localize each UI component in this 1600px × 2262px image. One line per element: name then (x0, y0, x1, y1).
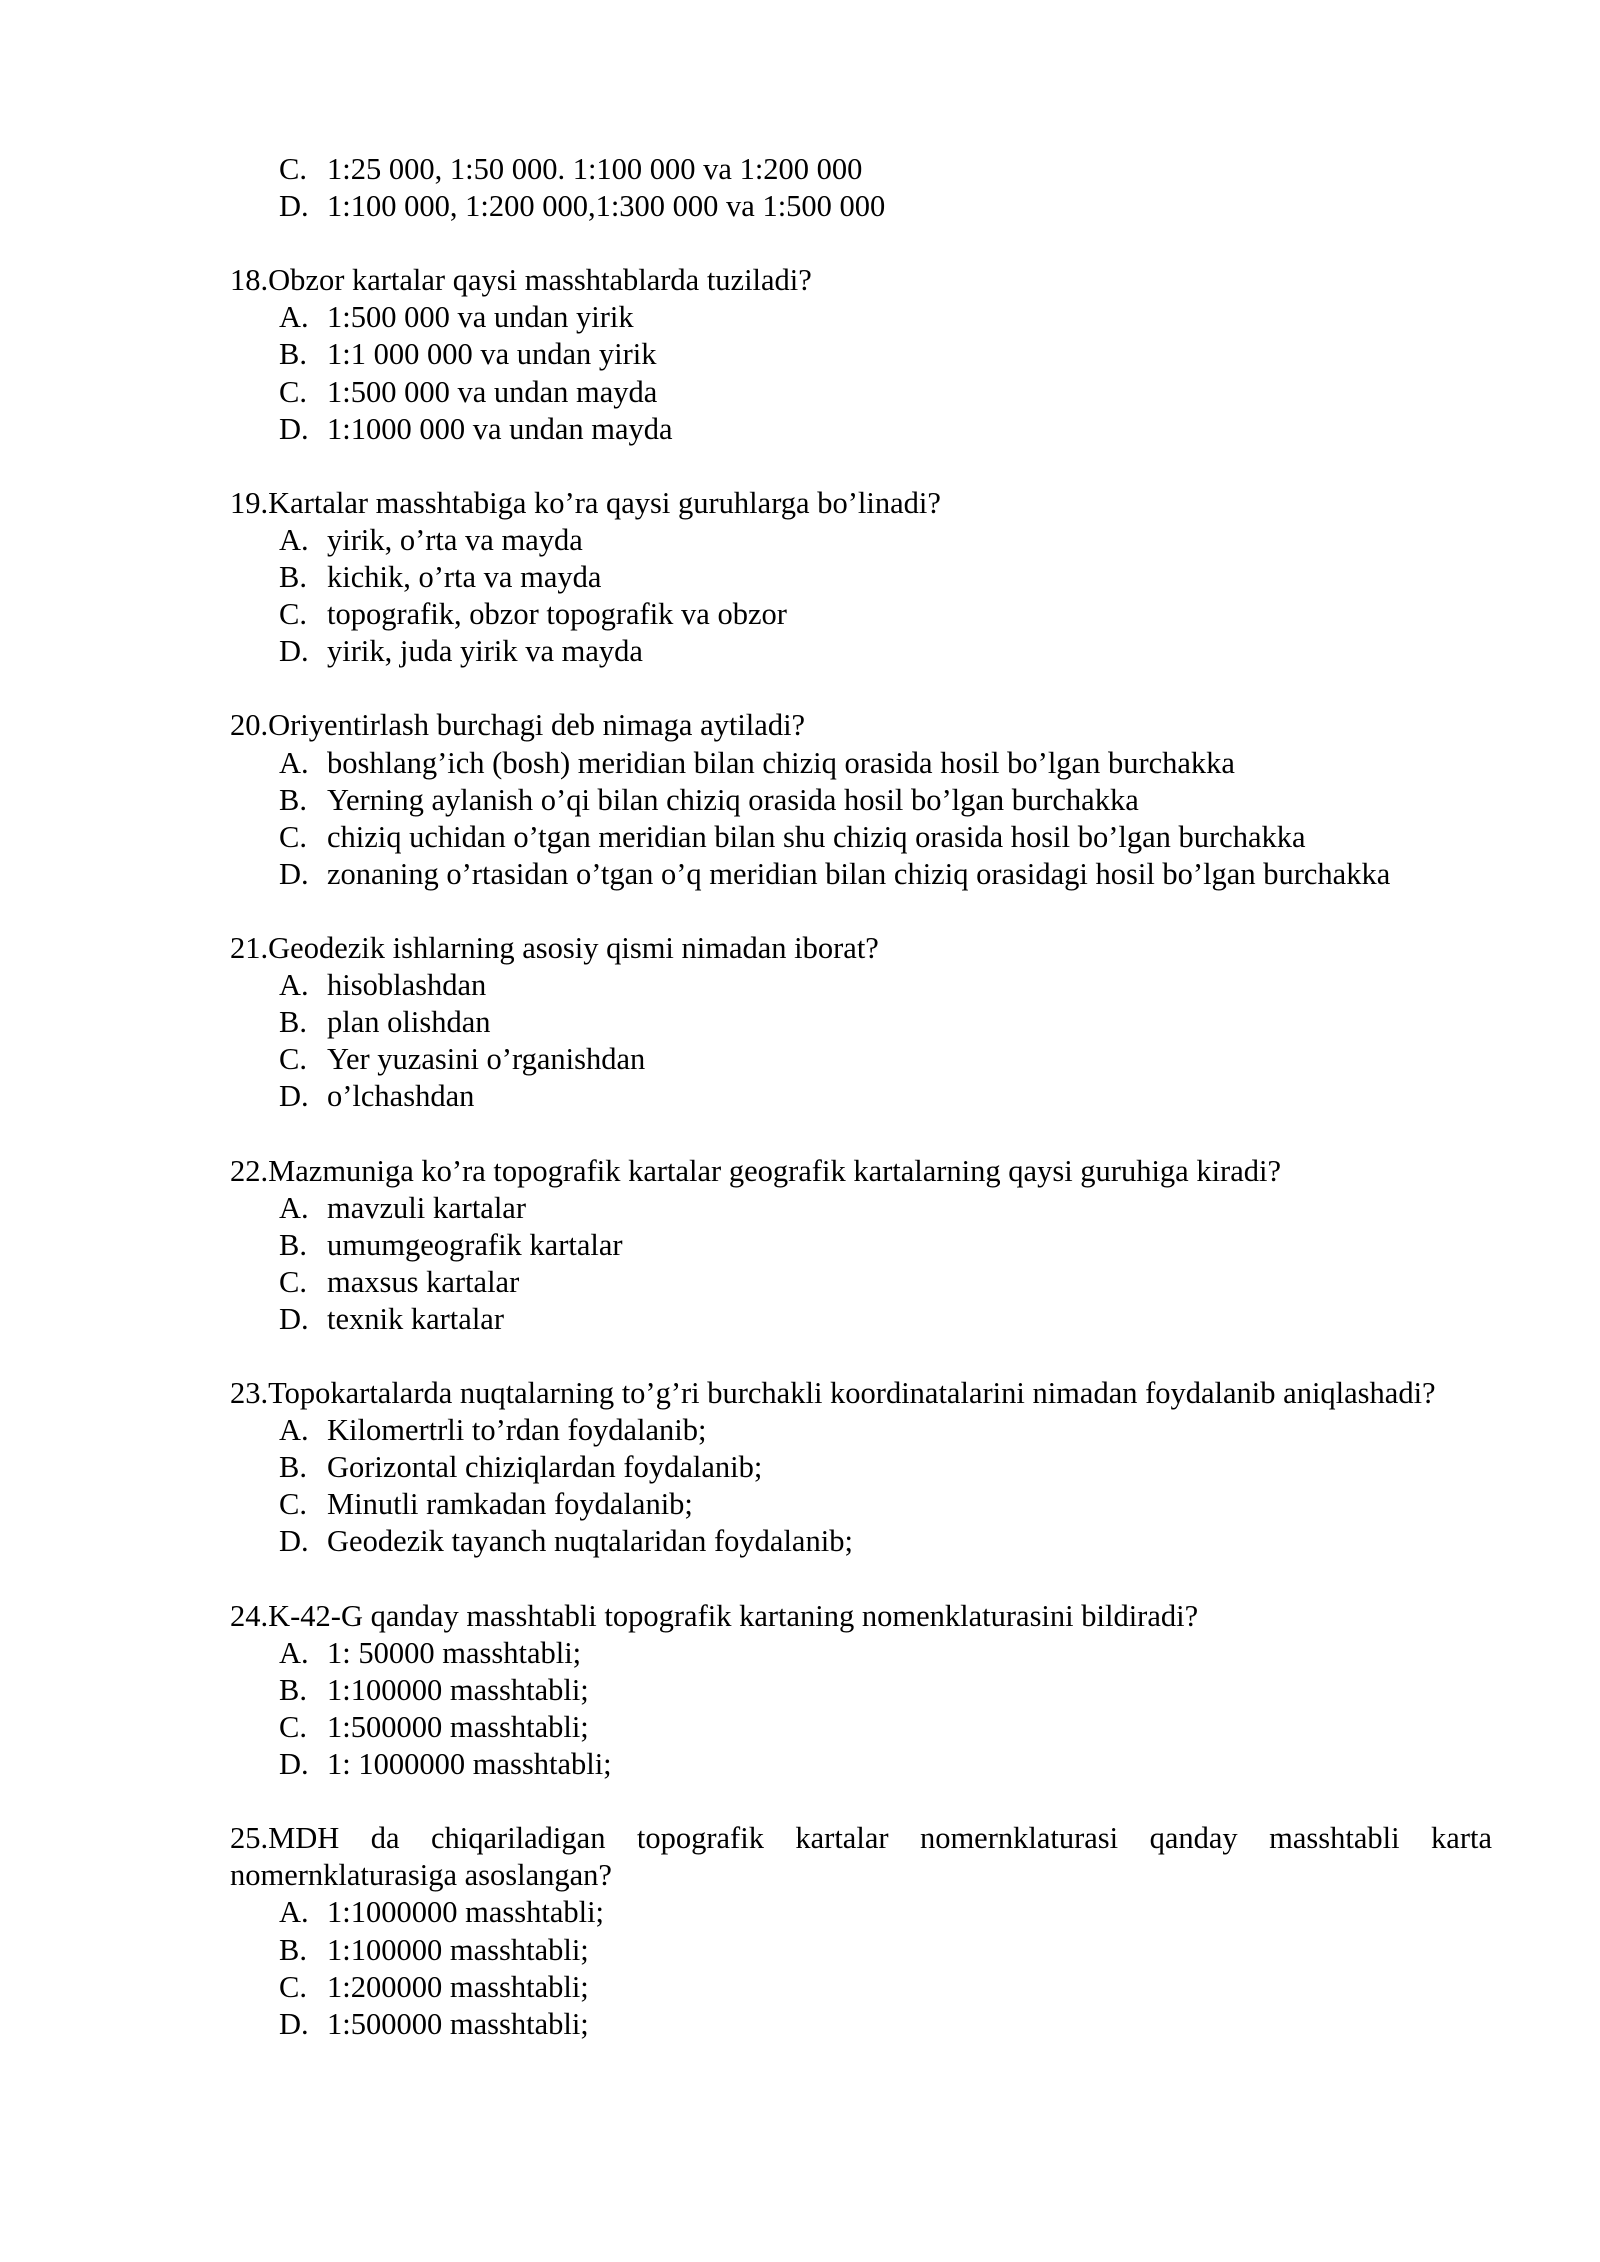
option-text: mavzuli kartalar (327, 1190, 526, 1225)
option-letter: C. (279, 1487, 307, 1522)
option-letter: A. (279, 745, 309, 780)
answer-option (230, 1004, 1492, 1041)
option-letter: B. (279, 337, 307, 372)
option-text: Yerning aylanish o’qi bilan chiziq orasida hosil bo’lgan burchakka (327, 782, 1139, 817)
option-letter: B. (279, 1227, 307, 1262)
option-text: 1:1000 000 va undan mayda (327, 411, 673, 446)
option-letter: C. (279, 152, 307, 186)
answer-option (230, 782, 1492, 819)
answer-option (230, 1486, 1492, 1523)
option-letter: A. (279, 300, 309, 335)
option-text: 1: 1000000 masshtabli; (327, 1747, 612, 1782)
answer-option (230, 1264, 1492, 1301)
option-list (230, 299, 1492, 447)
answer-option (230, 1523, 1492, 1560)
answer-option (230, 967, 1492, 1004)
question-block (230, 262, 1492, 447)
answer-option (230, 1932, 1492, 1969)
question-block (230, 485, 1492, 670)
option-letter: B. (279, 560, 307, 595)
answer-option (230, 559, 1492, 596)
answer-option (230, 522, 1492, 559)
answer-option (230, 374, 1492, 411)
question-block (230, 930, 1492, 1115)
option-text: 1:500 000 va undan yirik (327, 300, 634, 335)
question-block (230, 1153, 1492, 1338)
option-letter: D. (279, 411, 309, 446)
document-page (230, 151, 1492, 2043)
question-block (230, 1598, 1492, 1783)
answer-option (230, 336, 1492, 373)
option-text: Gorizontal chiziqlardan foydalanib; (327, 1450, 763, 1485)
answer-option (230, 1041, 1492, 1078)
question-text: 18.Obzor kartalar qaysi masshtablarda tuziladi? (230, 263, 812, 298)
option-letter: D. (279, 634, 309, 669)
option-text: yirik, o’rta va mayda (327, 522, 583, 557)
option-text: hisoblashdan (327, 968, 487, 1003)
question-text: 25.MDH da chiqariladigan topografik kartalar nomernklaturasi qanday masshtabli karta nomernklaturasiga asoslangan? (230, 1821, 1492, 1893)
option-list (230, 1190, 1492, 1338)
question-text: 24.K-42-G qanday masshtabli topografik kartaning nomenklaturasini bildiradi? (230, 1598, 1199, 1633)
option-list (230, 745, 1492, 893)
option-letter: D. (279, 1524, 309, 1559)
option-text: 1:100000 masshtabli; (327, 1932, 589, 1967)
option-letter: B. (279, 1672, 307, 1707)
option-text: boshlang’ich (bosh) meridian bilan chiziq orasida hosil bo’lgan burchakka (327, 745, 1235, 780)
answer-option (230, 819, 1492, 856)
option-list (230, 967, 1492, 1115)
question-text: 21.Geodezik ishlarning asosiy qismi nimadan iborat? (230, 930, 879, 965)
option-text: 1:100 000, 1:200 000,1:300 000 va 1:500 000 (327, 189, 886, 224)
option-letter: A. (279, 1635, 309, 1670)
option-letter: D. (279, 856, 309, 891)
option-letter: B. (279, 1932, 307, 1967)
option-text: 1:1 000 000 va undan yirik (327, 337, 657, 372)
option-letter: D. (279, 1079, 309, 1114)
answer-option (230, 151, 1492, 188)
option-text: 1:25 000, 1:50 000. 1:100 000 va 1:200 000 (327, 152, 863, 186)
option-letter: C. (279, 1969, 307, 2004)
answer-option (230, 1227, 1492, 1264)
option-text: chiziq uchidan o’tgan meridian bilan shu chiziq orasida hosil bo’lgan burchakka (327, 819, 1306, 854)
option-text: umumgeografik kartalar (327, 1227, 623, 1262)
answer-option (230, 856, 1492, 893)
question-block (230, 707, 1492, 892)
answer-option (230, 1894, 1492, 1931)
option-text: 1:100000 masshtabli; (327, 1672, 589, 1707)
option-letter: B. (279, 782, 307, 817)
option-text: 1:500 000 va undan mayda (327, 374, 658, 409)
option-text: 1:500000 masshtabli; (327, 1709, 589, 1744)
option-text: Geodezik tayanch nuqtalaridan foydalanib; (327, 1524, 853, 1559)
answer-option (230, 1709, 1492, 1746)
option-letter: A. (279, 1190, 309, 1225)
answer-option (230, 411, 1492, 448)
option-letter: C. (279, 374, 307, 409)
answer-option (230, 1190, 1492, 1227)
option-text: texnik kartalar (327, 1301, 504, 1336)
question-block (230, 1375, 1492, 1560)
option-text: Minutli ramkadan foydalanib; (327, 1487, 693, 1522)
answer-option (230, 2006, 1492, 2043)
answer-option (230, 1078, 1492, 1115)
option-letter: D. (279, 1747, 309, 1782)
option-list (230, 1894, 1492, 2042)
option-letter: D. (279, 2006, 309, 2041)
option-text: maxsus kartalar (327, 1264, 520, 1299)
option-letter: C. (279, 1709, 307, 1744)
option-letter: C. (279, 1042, 307, 1077)
question-text: 19.Kartalar masshtabiga ko’ra qaysi guruhlarga bo’linadi? (230, 485, 941, 520)
option-list (230, 1412, 1492, 1560)
option-text: kichik, o’rta va mayda (327, 560, 602, 595)
carryover-options (230, 151, 1492, 225)
question-list (230, 262, 1492, 2043)
answer-option (230, 745, 1492, 782)
option-text: plan olishdan (327, 1005, 491, 1040)
option-letter: C. (279, 597, 307, 632)
question-block (230, 1820, 1492, 2043)
answer-option (230, 1449, 1492, 1486)
answer-option (230, 1969, 1492, 2006)
option-text: zonaning o’rtasidan o’tgan o’q meridian bilan chiziq orasidagi hosil bo’lgan burchakka (327, 856, 1391, 891)
option-list (230, 522, 1492, 670)
answer-option (230, 1301, 1492, 1338)
option-text: Kilomertrli to’rdan foydalanib; (327, 1413, 707, 1448)
option-letter: A. (279, 522, 309, 557)
option-text: 1:1000000 masshtabli; (327, 1895, 605, 1930)
option-letter: C. (279, 1264, 307, 1299)
question-text: 22.Mazmuniga ko’ra topografik kartalar geografik kartalarning qaysi guruhiga kiradi? (230, 1153, 1282, 1188)
question-text: 20.Oriyentirlash burchagi deb nimaga aytiladi? (230, 708, 806, 743)
answer-option (230, 1412, 1492, 1449)
option-letter: C. (279, 819, 307, 854)
answer-option (230, 1746, 1492, 1783)
option-letter: B. (279, 1450, 307, 1485)
option-letter: A. (279, 1895, 309, 1930)
option-text: topografik, obzor topografik va obzor (327, 597, 787, 632)
option-text: 1:500000 masshtabli; (327, 2006, 589, 2041)
option-text: Yer yuzasini o’rganishdan (327, 1042, 646, 1077)
option-text: 1:200000 masshtabli; (327, 1969, 589, 2004)
question-text: 23.Topokartalarda nuqtalarning to’g’ri burchakli koordinatalarini nimadan foydalanib aniqlashadi? (230, 1376, 1436, 1411)
answer-option (230, 596, 1492, 633)
answer-option (230, 299, 1492, 336)
answer-option (230, 1635, 1492, 1672)
option-letter: D. (279, 1301, 309, 1336)
option-letter: A. (279, 968, 309, 1003)
option-letter: A. (279, 1413, 309, 1448)
answer-option (230, 188, 1492, 225)
answer-option (230, 633, 1492, 670)
option-letter: B. (279, 1005, 307, 1040)
option-text: yirik, juda yirik va mayda (327, 634, 643, 669)
option-letter: D. (279, 189, 309, 224)
answer-option (230, 1672, 1492, 1709)
option-text: o’lchashdan (327, 1079, 475, 1114)
option-text: 1: 50000 masshtabli; (327, 1635, 582, 1670)
option-list (230, 1635, 1492, 1783)
